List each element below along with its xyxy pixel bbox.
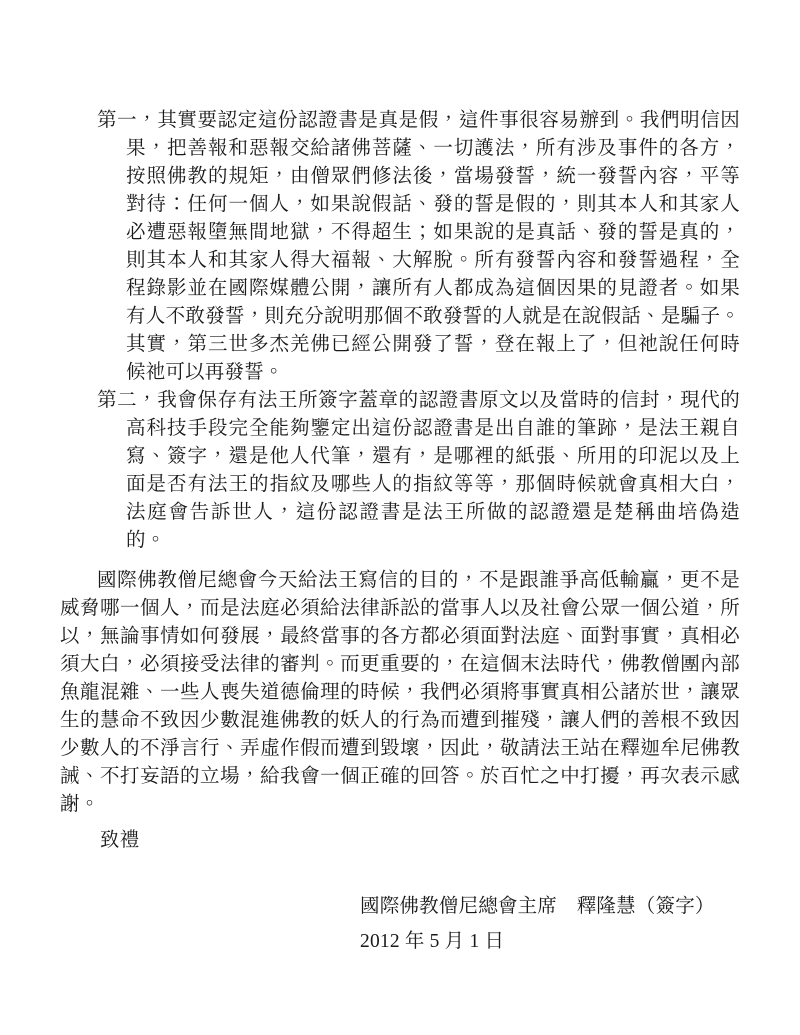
text-line: 有人不敢發誓，則充分說明那個不敢發誓的人就是在說假話、是騙子。	[126, 306, 740, 327]
text-line: 的。	[126, 530, 166, 551]
text-line: 第一，其實要認定這份認證書是真是假，這件事很容易辦到。我們明信因	[97, 110, 740, 131]
signature-block	[360, 889, 740, 959]
text-line: 須大白，必須接受法律的審判。而更重要的，在這個末法時代，佛教僧團內部	[60, 654, 740, 675]
text-line: 寫、簽字，還是他人代筆，還有，是哪裡的紙張、所用的印泥以及上	[126, 446, 740, 467]
text-line: 必遭惡報墮無間地獄，不得超生；如果說的是真話、發的誓是真的，	[126, 222, 740, 243]
text-line: 候祂可以再發誓。	[126, 362, 284, 383]
text-line: 國際佛教僧尼總會今天給法王寫信的目的，不是跟誰爭高低輸贏，更不是	[97, 570, 740, 591]
text-line: 則其本人和其家人得大福報、大解脫。所有發誓內容和發誓過程，全	[126, 250, 740, 271]
text-line: 果，把善報和惡報交給諸佛菩薩、一切護法，所有涉及事件的各方，	[126, 138, 740, 159]
closing-paragraph	[60, 567, 740, 819]
text-line: 程錄影並在國際媒體公開，讓所有人都成為這個因果的見證者。如果	[126, 278, 740, 299]
text-line: 誡、不打妄語的立場，給我會一個正確的回答。於百忙之中打擾，再次表示感	[60, 766, 740, 787]
text-line: 按照佛教的規矩，由僧眾們修法後，當場發誓，統一發誓內容，平等	[126, 166, 740, 187]
text-line: 高科技手段完全能夠鑒定出這份認證書是出自誰的筆跡，是法王親自	[126, 418, 740, 439]
text-line: 以，無論事情如何發展，最終當事的各方都必須面對法庭、面對事實，真相必	[60, 626, 740, 647]
numbered-point-2	[60, 387, 740, 555]
text-line: 第二，我會保存有法王所簽字蓋章的認證書原文以及當時的信封，現代的	[97, 390, 740, 411]
text-line: 其實，第三世多杰羌佛已經公開發了誓，登在報上了，但祂說任何時	[126, 334, 740, 355]
text-line: 魚龍混雜、一些人喪失道德倫理的時候，我們必須將事實真相公諸於世，讓眾	[60, 682, 740, 703]
numbered-point-1	[60, 107, 740, 387]
letter-body	[60, 107, 740, 959]
text-line: 少數人的不淨言行、弄虛作假而遭到毀壞，因此，敬請法王站在釋迦牟尼佛教	[60, 738, 740, 759]
signature-line: 國際佛教僧尼總會主席 釋隆慧（簽字）	[360, 896, 715, 917]
salutation: 致禮	[100, 830, 140, 851]
text-line: 對待：任何一個人，如果說假話、發的誓是假的，則其本人和其家人	[126, 194, 740, 215]
text-line: 威脅哪一個人，而是法庭必須給法律訴訟的當事人以及社會公眾一個公道，所	[60, 598, 740, 619]
text-line: 謝。	[60, 794, 100, 815]
text-line: 面是否有法王的指紋及哪些人的指紋等等，那個時候就會真相大白，	[126, 474, 740, 495]
date-line: 2012 年 5 月 1 日	[360, 931, 505, 952]
text-line: 法庭會告訴世人，這份認證書是法王所做的認證還是楚稱曲培偽造	[126, 502, 740, 523]
text-line: 生的慧命不致因少數混進佛教的妖人的行為而遭到摧殘，讓人們的善根不致因	[60, 710, 740, 731]
